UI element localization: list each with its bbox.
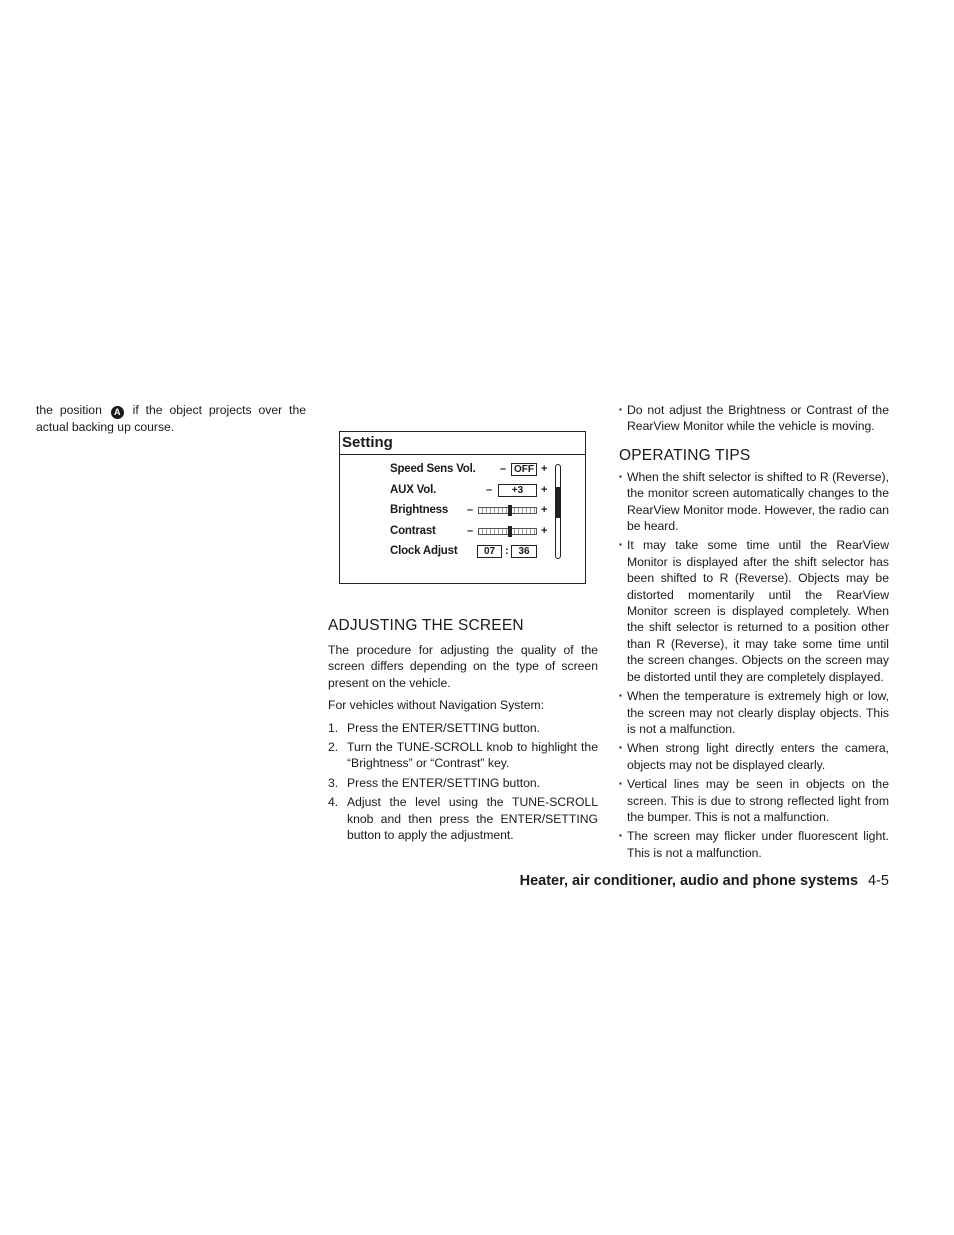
setting-label-aux-vol: AUX Vol.: [390, 484, 437, 496]
column-right: [619, 402, 889, 864]
bullet-text: When the shift selector is shifted to R (Reverse), the monitor screen automatically changes to the RearView Monitor mode. However, the radio can be heard.: [627, 469, 889, 534]
steps-list: [328, 720, 598, 844]
footer-section-title: Heater, air conditioner, audio and phone systems: [519, 873, 859, 889]
step-text: Press the ENTER/SETTING button.: [347, 720, 541, 735]
minus-sign: –: [467, 504, 474, 516]
callout-marker-a: A: [111, 406, 124, 419]
brightness-slider-knob: [508, 505, 512, 516]
setting-label-contrast: Contrast: [390, 525, 436, 537]
section-heading-adjusting-screen: ADJUSTING THE SCREEN: [328, 617, 524, 634]
list-item: [619, 740, 889, 773]
bullet-icon: ▪: [619, 779, 622, 789]
step-number: 3.: [328, 775, 339, 790]
clock-minute-value: 36: [511, 545, 537, 558]
list-item: [619, 469, 889, 535]
list-item: [328, 794, 598, 843]
list-item: [328, 739, 598, 772]
bullet-text: It may take some time until the RearView Monitor is displayed after the shift selector has been shifted to R (Reverse). Objects may be distorted momentarily until the RearView Monitor screen is displayed completely. When the shift selector is returned to a position other than R (Reverse), it may take some time until the screen changes. Objects on the screen may be distorted until they are completely displayed.: [627, 538, 889, 684]
minus-sign: –: [500, 463, 507, 475]
operating-tips-list: [619, 469, 889, 861]
list-item: [619, 402, 889, 435]
intro-paragraph: The procedure for adjusting the quality of the screen differs depending on the type of screen present on the vehicle.: [328, 643, 598, 690]
aux-vol-value: +3: [498, 484, 537, 497]
bullet-text: When the temperature is extremely high or low, the screen may not clearly display objects. This is not a malfunction.: [627, 689, 889, 736]
page-number: 4-5: [868, 873, 889, 889]
step-text: Press the ENTER/SETTING button.: [347, 775, 541, 790]
page-footer: [480, 872, 889, 890]
list-item: [328, 720, 598, 736]
step-number: 4.: [328, 795, 339, 810]
list-item: [619, 688, 889, 737]
bullet-icon: ▪: [619, 831, 622, 841]
plus-sign: +: [541, 525, 548, 537]
step-number: 1.: [328, 720, 339, 735]
bullet-icon: ▪: [619, 540, 622, 550]
setting-label-clock-adjust: Clock Adjust: [390, 545, 458, 557]
step-number: 2.: [328, 740, 339, 755]
contrast-slider: [478, 528, 537, 535]
setting-label-speed-sens-vol: Speed Sens Vol.: [390, 463, 476, 475]
bullet-icon: ▪: [619, 743, 622, 753]
plus-sign: +: [541, 484, 548, 496]
column-left: [36, 402, 306, 435]
minus-sign: –: [467, 525, 474, 537]
bullet-text: Vertical lines may be seen in objects on the screen. This is due to strong reflected light from the bumper. This is not a malfunction.: [627, 777, 889, 824]
speed-sens-vol-value: OFF: [511, 463, 537, 476]
plus-sign: +: [541, 504, 548, 516]
bullet-icon: ▪: [619, 405, 622, 414]
contrast-slider-knob: [508, 526, 512, 537]
bullet-icon: ▪: [619, 691, 622, 701]
bullet-text: When strong light directly enters the camera, objects may not be displayed clearly.: [627, 741, 889, 772]
bullet-icon: ▪: [619, 471, 622, 481]
list-item: [619, 776, 889, 825]
paragraph-text: if the object projects over the actual backing up course.: [36, 403, 306, 434]
continued-paragraph: [36, 402, 306, 435]
column-middle: [328, 616, 598, 846]
bullet-text: The screen may flicker under fluorescent light. This is not a malfunction.: [627, 829, 889, 860]
setting-screen-illustration: [339, 431, 586, 584]
list-item: [619, 537, 889, 685]
minus-sign: –: [486, 484, 493, 496]
setting-screen-title: Setting: [340, 432, 585, 455]
scrollbar-thumb: [556, 487, 560, 518]
setting-scrollbar: [555, 464, 561, 559]
clock-separator: :: [505, 545, 509, 557]
subintro-paragraph: For vehicles without Navigation System:: [328, 698, 545, 713]
step-text: Adjust the level using the TUNE-SCROLL knob and then press the ENTER/SETTING button to apply the adjustment.: [347, 795, 598, 843]
paragraph-text: the position: [36, 403, 102, 417]
list-item: [619, 828, 889, 861]
clock-hour-value: 07: [477, 545, 502, 558]
setting-label-brightness: Brightness: [390, 504, 449, 516]
section-heading-operating-tips: OPERATING TIPS: [619, 446, 751, 464]
top-bullet-list: [619, 402, 889, 435]
list-item: [328, 775, 598, 791]
brightness-slider: [478, 507, 537, 514]
step-text: Turn the TUNE-SCROLL knob to highlight the “Brightness” or “Contrast” key.: [347, 740, 598, 771]
plus-sign: +: [541, 463, 548, 475]
bullet-text: Do not adjust the Brightness or Contrast of the RearView Monitor while the vehicle is moving.: [627, 403, 889, 434]
